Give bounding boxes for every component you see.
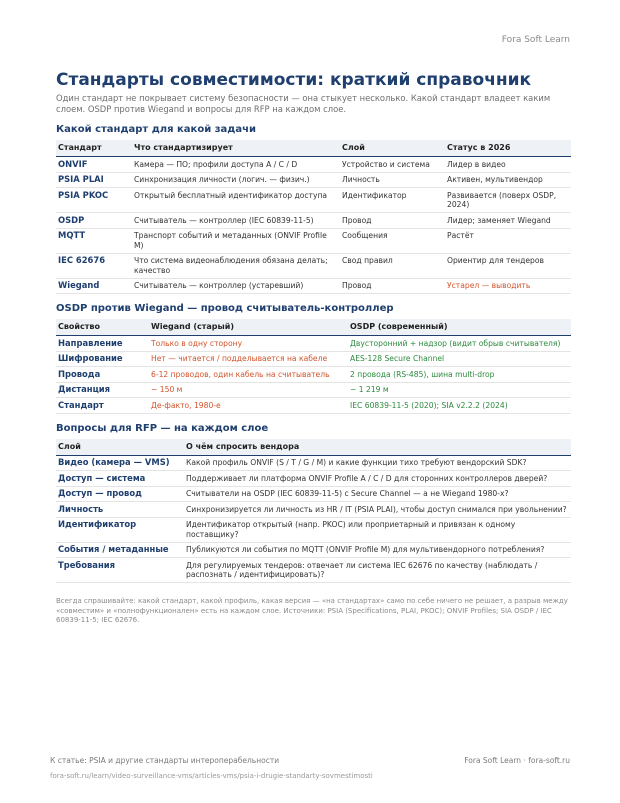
table-cell: Провод xyxy=(340,213,445,229)
page-title: Стандарты совместимости: краткий справочник xyxy=(56,70,532,90)
table-header-row xyxy=(56,140,571,157)
table-row xyxy=(56,471,571,487)
table-cell: Лидер в видео xyxy=(445,157,571,173)
table-cell: Что система видеонаблюдения обязана делать; качество xyxy=(132,253,340,278)
layer-name: Личность xyxy=(56,502,184,518)
table-row xyxy=(56,188,571,213)
footer-article-link[interactable]: К статье: PSIA и другие стандарты интероперабельности xyxy=(50,756,280,765)
section-title-rfp: Вопросы для RFP — на каждом слое xyxy=(56,422,269,434)
property-name: Направление xyxy=(56,336,149,352)
rfp-questions-table xyxy=(56,439,571,584)
standards-table xyxy=(56,140,571,294)
table-row xyxy=(56,351,571,367)
table-cell: Камера — ПО; профили доступа A / C / D xyxy=(132,157,340,173)
property-name: Провода xyxy=(56,367,149,383)
standard-name: PSIA PKOC xyxy=(56,188,132,213)
footer-url[interactable]: fora-soft.ru/learn/video-surveillance-vms/articles-vms/psia-i-drugie-standarty-sovmestimosti xyxy=(50,772,373,780)
table-row xyxy=(56,228,571,253)
table-row xyxy=(56,157,571,173)
table-cell: Сообщения xyxy=(340,228,445,253)
table-cell: Растёт xyxy=(445,228,571,253)
wiegand-value: Только в одну сторону xyxy=(149,336,348,352)
table-row xyxy=(56,172,571,188)
column-header: Стандарт xyxy=(56,140,132,157)
table-cell: Считыватель — контроллер (IEC 60839-11-5) xyxy=(132,213,340,229)
table-cell: Считыватель — контроллер (устаревший) xyxy=(132,278,340,294)
column-header: Wiegand (старый) xyxy=(149,319,348,336)
standard-name: ONVIF xyxy=(56,157,132,173)
osdp-value: AES-128 Secure Channel xyxy=(348,351,571,367)
layer-name: Доступ — система xyxy=(56,471,184,487)
section-title-osdp-vs-wiegand: OSDP против Wiegand — провод считыватель-контроллер xyxy=(56,303,394,314)
table-cell: Транспорт событий и метаданных (ONVIF Profile M) xyxy=(132,228,340,253)
column-header: Слой xyxy=(56,439,184,456)
table-cell: Свод правил xyxy=(340,253,445,278)
standard-name: OSDP xyxy=(56,213,132,229)
table-row xyxy=(56,542,571,558)
question-cell: Считыватели на OSDP (IEC 60839-11-5) с Secure Channel — а не Wiegand 1980-х? xyxy=(184,486,571,502)
table-header-row xyxy=(56,319,571,336)
question-cell: Для регулируемых тендеров: отвечает ли система IEC 62676 по качеству (наблюдать / распознать / идентифицировать)? xyxy=(184,558,571,583)
table-cell: Активен, мультивендор xyxy=(445,172,571,188)
question-cell: Поддерживает ли платформа ONVIF Profile A / C / D для сторонних контроллеров дверей? xyxy=(184,471,571,487)
layer-name: События / метаданные xyxy=(56,542,184,558)
section-title-standards: Какой стандарт для какой задачи xyxy=(56,124,256,135)
osdp-value: Двусторонний + надзор (видит обрыв считывателя) xyxy=(348,336,571,352)
column-header: OSDP (современный) xyxy=(348,319,571,336)
table-row xyxy=(56,367,571,383)
footer-article xyxy=(50,756,373,781)
header-brand: Fora Soft Learn xyxy=(501,35,570,45)
table-row xyxy=(56,558,571,583)
status-deprecated: Устарел — выводить xyxy=(445,278,571,294)
layer-name: Видео (камера — VMS) xyxy=(56,455,184,471)
column-header: Свойство xyxy=(56,319,149,336)
question-cell: Публикуются ли события по MQTT (ONVIF Profile M) для мультивендорного потребления? xyxy=(184,542,571,558)
property-name: Шифрование xyxy=(56,351,149,367)
table-header-row xyxy=(56,439,571,456)
lead-paragraph: Один стандарт не покрывает систему безопасности — она стыкует несколько. Какой стандарт владеет каким слоем. OSDP против Wiegand и вопросы для RFP на каждом слое. xyxy=(56,93,551,114)
table-cell: Развивается (поверх OSDP, 2024) xyxy=(445,188,571,213)
footer-brand: Fora Soft Learn · fora-soft.ru xyxy=(464,756,570,765)
question-cell: Идентификатор открытый (напр. PKOC) или проприетарный и привязан к одному поставщику? xyxy=(184,517,571,542)
standard-name: PSIA PLAI xyxy=(56,172,132,188)
table-cell: Открытый бесплатный идентификатор доступа xyxy=(132,188,340,213)
sources-note: Всегда спрашивайте: какой стандарт, какой профиль, какая версия — «на стандартах» само по себе ничего не решает, а разрыв между «совместим» и «полнофункционален» есть на каждом слое. Источники: PSIA (Specifications, PLAI, PKOC); ONVIF Profiles; SIA OSDP / IEC 60839-11-5; IEC 62676. xyxy=(56,597,568,624)
table-row xyxy=(56,502,571,518)
table-cell: Провод xyxy=(340,278,445,294)
table-row xyxy=(56,278,571,294)
table-row xyxy=(56,253,571,278)
osdp-value: IEC 60839-11-5 (2020); SIA v2.2.2 (2024) xyxy=(348,398,571,414)
layer-name: Доступ — провод xyxy=(56,486,184,502)
layer-name: Идентификатор xyxy=(56,517,184,542)
standard-name: MQTT xyxy=(56,228,132,253)
standard-name: Wiegand xyxy=(56,278,132,294)
table-row xyxy=(56,455,571,471)
wiegand-value: Де-факто, 1980-е xyxy=(149,398,348,414)
wiegand-value: ~ 150 м xyxy=(149,382,348,398)
table-cell: Лидер; заменяет Wiegand xyxy=(445,213,571,229)
question-cell: Какой профиль ONVIF (S / T / G / M) и какие функции тихо требуют вендорский SDK? xyxy=(184,455,571,471)
table-cell: Синхронизация личности (логич. — физич.) xyxy=(132,172,340,188)
column-header: Слой xyxy=(340,140,445,157)
osdp-value: 2 провода (RS-485), шина multi-drop xyxy=(348,367,571,383)
document-body xyxy=(56,70,571,633)
standard-name: IEC 62676 xyxy=(56,253,132,278)
table-row xyxy=(56,517,571,542)
table-row xyxy=(56,382,571,398)
property-name: Стандарт xyxy=(56,398,149,414)
table-cell: Устройство и система xyxy=(340,157,445,173)
question-cell: Синхронизируется ли личность из HR / IT (PSIA PLAI), чтобы доступ снимался при увольнении? xyxy=(184,502,571,518)
column-header: О чём спросить вендора xyxy=(184,439,571,456)
osdp-wiegand-table xyxy=(56,319,571,414)
column-header: Что стандартизирует xyxy=(132,140,340,157)
table-row xyxy=(56,398,571,414)
table-cell: Идентификатор xyxy=(340,188,445,213)
wiegand-value: 6-12 проводов, один кабель на считыватель xyxy=(149,367,348,383)
osdp-value: ~ 1 219 м xyxy=(348,382,571,398)
column-header: Статус в 2026 xyxy=(445,140,571,157)
property-name: Дистанция xyxy=(56,382,149,398)
table-row xyxy=(56,213,571,229)
wiegand-value: Нет — читается / подделывается на кабеле xyxy=(149,351,348,367)
table-cell: Личность xyxy=(340,172,445,188)
table-row xyxy=(56,336,571,352)
layer-name: Требования xyxy=(56,558,184,583)
table-row xyxy=(56,486,571,502)
table-cell: Ориентир для тендеров xyxy=(445,253,571,278)
